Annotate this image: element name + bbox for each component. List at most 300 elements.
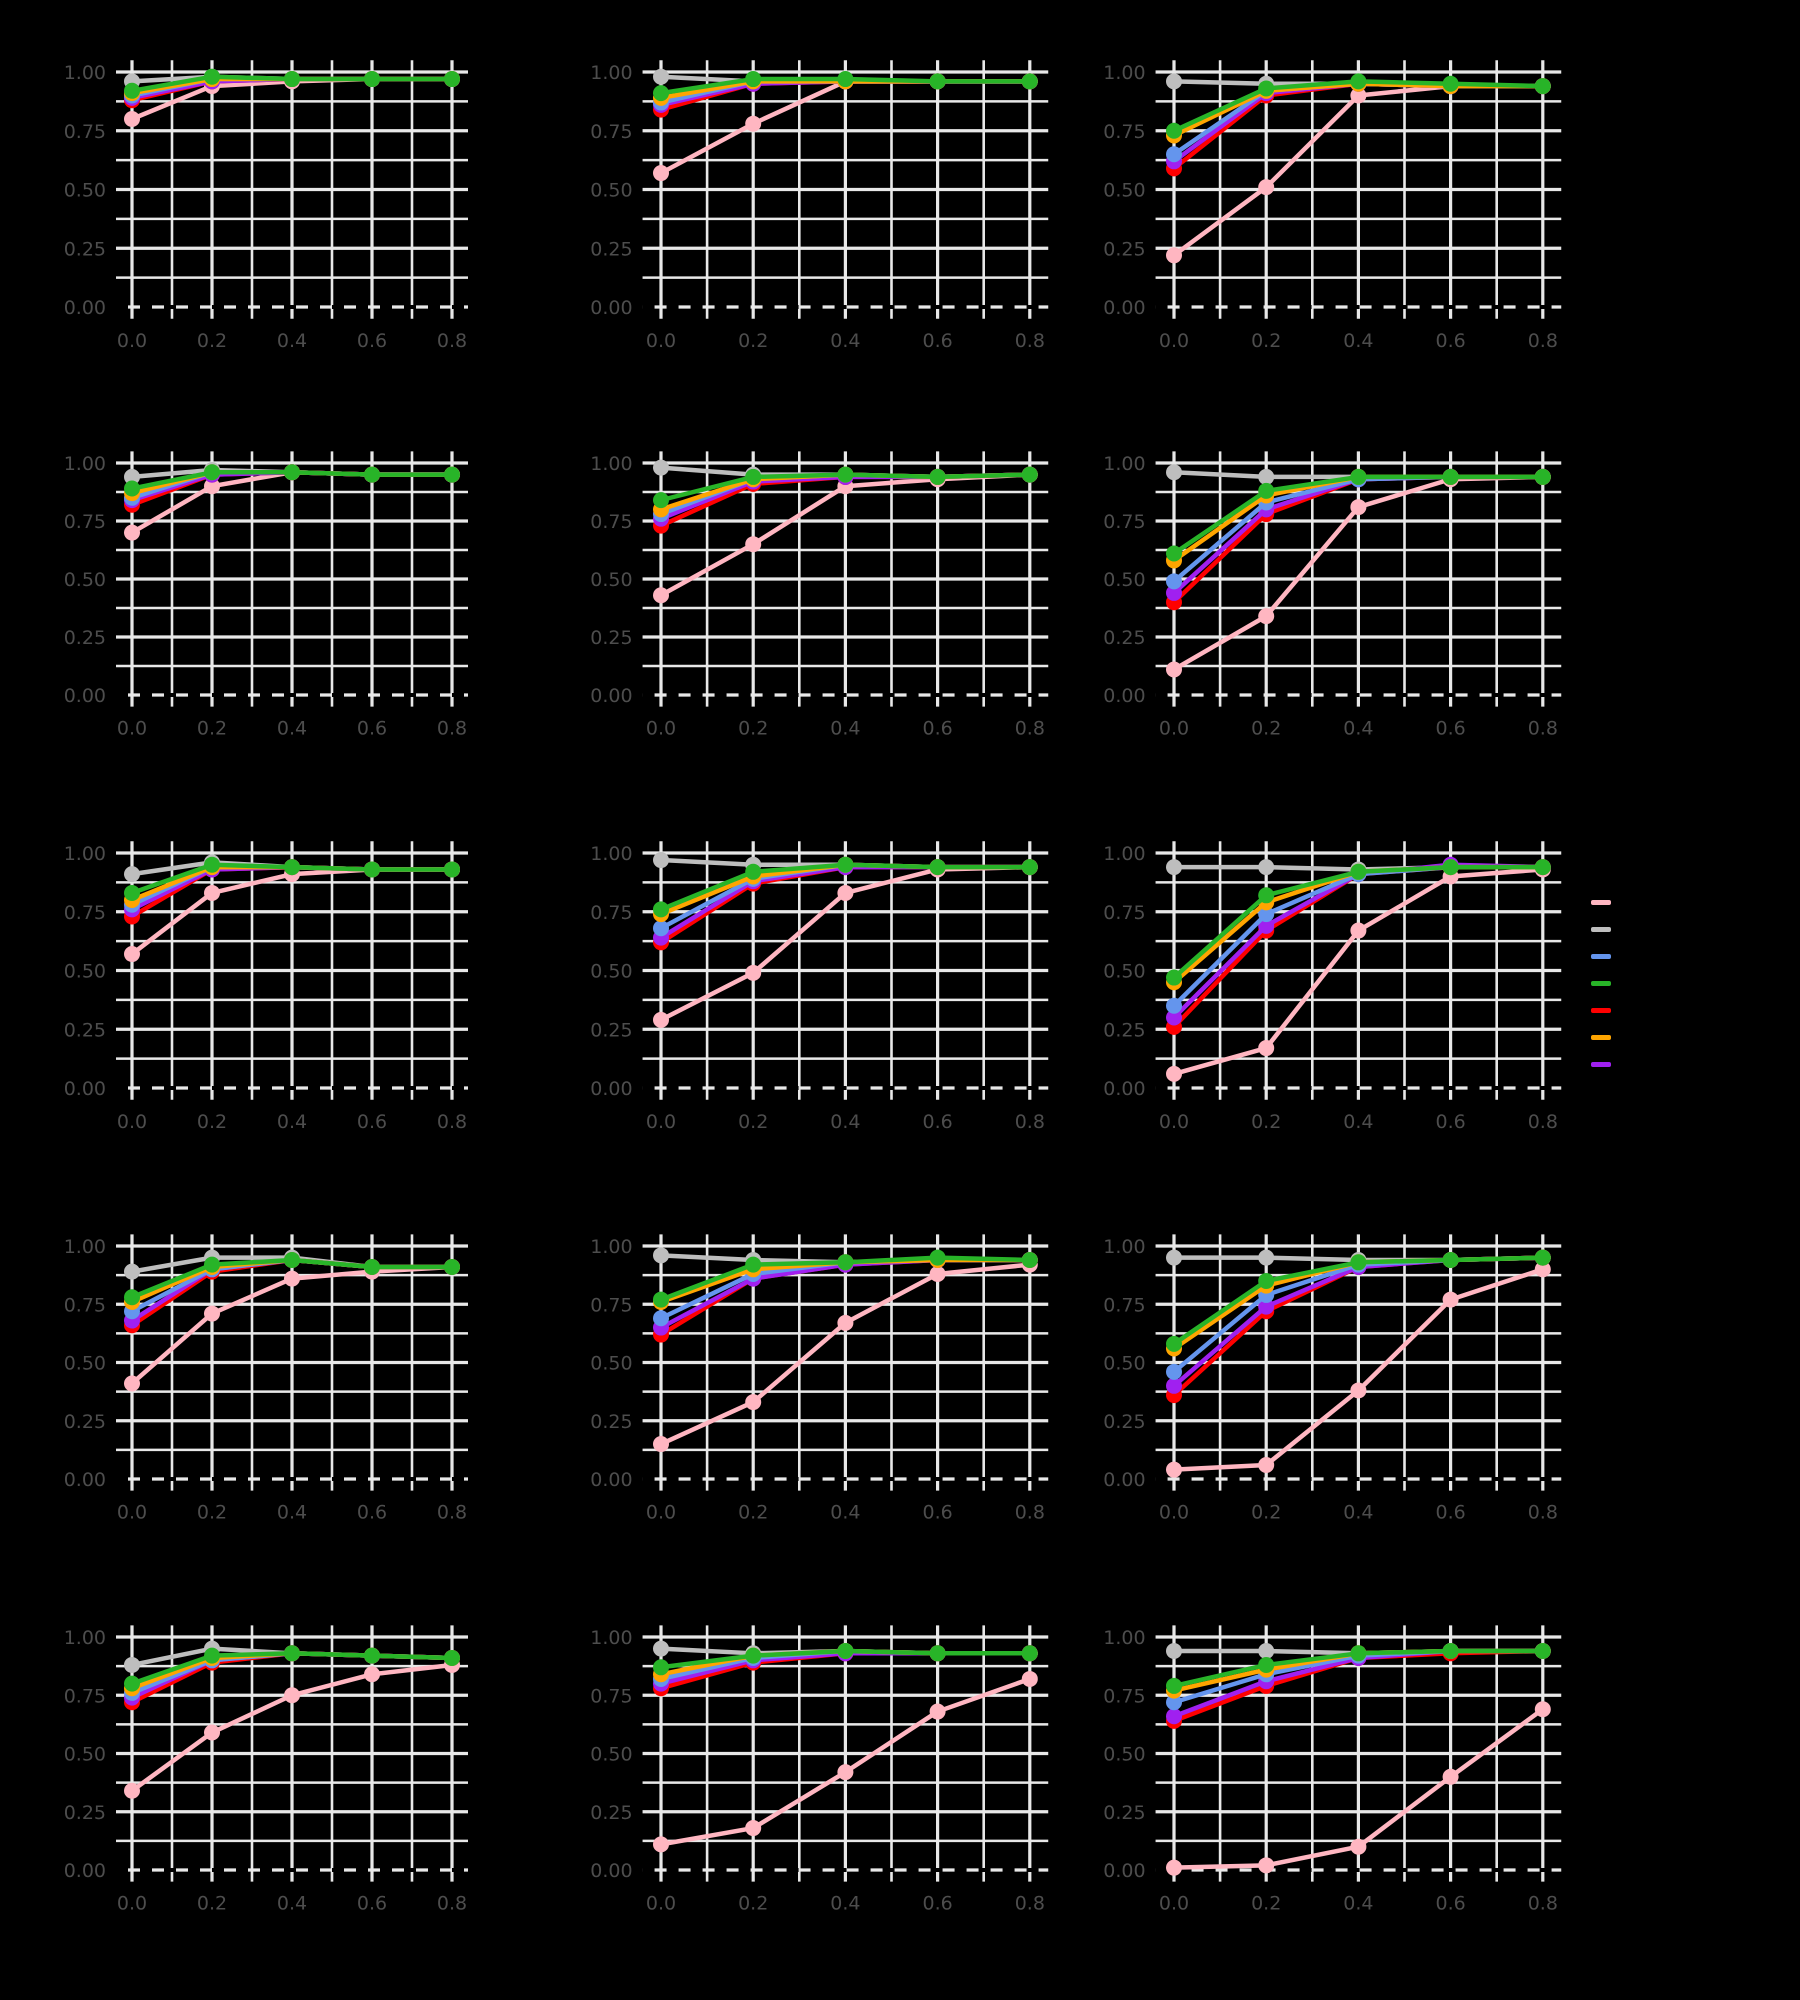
gray-point xyxy=(1258,1250,1274,1266)
pink-point xyxy=(1258,179,1274,195)
y-tick-label: 0.50 xyxy=(1103,569,1146,591)
pink-point xyxy=(930,1704,946,1720)
y-tick-label: 0.00 xyxy=(590,685,633,707)
y-tick-label: 0.75 xyxy=(590,120,633,143)
green-point xyxy=(284,859,300,875)
green-point xyxy=(1443,1643,1459,1659)
pink-point xyxy=(1443,1292,1459,1308)
green-point xyxy=(204,69,220,85)
pink-point xyxy=(1258,1457,1274,1473)
pink-point xyxy=(930,1266,946,1282)
x-tick-label: 0.0 xyxy=(1158,1110,1190,1133)
y-tick-label: 0.00 xyxy=(63,1078,106,1100)
y-tick-label: 1.00 xyxy=(63,843,106,865)
x-tick-label: 0.8 xyxy=(1014,1110,1045,1133)
x-tick-label: 0.4 xyxy=(830,1501,861,1524)
x-tick-label: 0.6 xyxy=(922,1501,953,1524)
x-tick-label: 0.2 xyxy=(738,1501,769,1524)
x-tick-label: 0.4 xyxy=(276,1110,308,1133)
y-tick-label: 0.00 xyxy=(63,1469,106,1491)
x-tick-label: 0.0 xyxy=(645,717,677,740)
x-tick-label: 0.6 xyxy=(356,1501,388,1524)
green-point xyxy=(930,73,946,89)
green-point xyxy=(930,1645,946,1661)
x-tick-label: 0.0 xyxy=(116,1501,148,1524)
green-point xyxy=(124,1289,140,1305)
x-tick-label: 0.4 xyxy=(830,329,861,352)
green-point xyxy=(1022,73,1038,89)
y-tick-label: 0.75 xyxy=(1103,1685,1146,1708)
y-tick-label: 0.00 xyxy=(1103,1078,1146,1100)
x-tick-label: 0.6 xyxy=(1435,1892,1466,1915)
blue-point xyxy=(653,1310,669,1326)
green-point xyxy=(1535,1250,1551,1266)
pink-point xyxy=(1166,1066,1182,1082)
y-tick-label: 0.25 xyxy=(63,1019,106,1042)
y-tick-label: 0.50 xyxy=(63,1743,106,1766)
y-tick-label: 0.75 xyxy=(63,1685,106,1708)
x-tick-label: 0.8 xyxy=(436,717,468,740)
x-tick-label: 0.8 xyxy=(1527,717,1558,740)
pink-point xyxy=(284,1271,300,1287)
y-tick-label: 1.00 xyxy=(1103,1236,1146,1258)
green-point xyxy=(1258,80,1274,96)
y-tick-label: 0.25 xyxy=(1103,627,1146,649)
green-point xyxy=(204,1648,220,1664)
green-point xyxy=(837,1643,853,1659)
green-point xyxy=(653,1659,669,1675)
y-tick-label: 0.75 xyxy=(63,901,106,924)
x-tick-label: 0.6 xyxy=(922,329,953,352)
y-tick-label: 0.25 xyxy=(63,627,106,649)
x-tick-label: 0.8 xyxy=(1527,1110,1558,1133)
y-tick-label: 0.25 xyxy=(590,627,633,649)
green-point xyxy=(1258,1657,1274,1673)
x-tick-label: 0.0 xyxy=(645,1892,677,1915)
y-tick-label: 0.00 xyxy=(1103,1860,1146,1882)
x-tick-label: 0.2 xyxy=(196,1110,228,1133)
x-tick-label: 0.4 xyxy=(276,1501,308,1524)
x-tick-label: 0.4 xyxy=(830,1110,861,1133)
green-point xyxy=(1022,467,1038,483)
gray-point xyxy=(653,460,669,476)
green-point xyxy=(930,859,946,875)
green-point xyxy=(284,1252,300,1268)
green-point xyxy=(745,1648,761,1664)
x-tick-label: 0.6 xyxy=(1435,717,1466,740)
pink-point xyxy=(124,946,140,962)
gray-point xyxy=(1166,859,1182,875)
green-point xyxy=(364,467,380,483)
y-tick-label: 0.75 xyxy=(63,120,106,143)
pink-point xyxy=(124,525,140,541)
pink-point xyxy=(837,885,853,901)
x-tick-label: 0.4 xyxy=(276,329,308,352)
y-tick-label: 0.50 xyxy=(590,1743,633,1766)
pink-point xyxy=(653,587,669,603)
pink-point xyxy=(1350,923,1366,939)
blue-point xyxy=(1166,1364,1182,1380)
x-tick-label: 0.8 xyxy=(436,1892,468,1915)
y-tick-label: 0.25 xyxy=(590,1019,633,1042)
green-point xyxy=(364,71,380,87)
green-point xyxy=(1350,1645,1366,1661)
green-point xyxy=(1350,1254,1366,1270)
x-tick-label: 0.2 xyxy=(196,1501,228,1524)
y-tick-label: 0.25 xyxy=(63,1410,106,1433)
green-point xyxy=(1443,76,1459,92)
pink-point xyxy=(1535,1701,1551,1717)
green-point xyxy=(837,1254,853,1270)
y-tick-label: 0.25 xyxy=(1103,1410,1146,1433)
y-tick-label: 1.00 xyxy=(1103,1627,1146,1649)
y-tick-label: 0.25 xyxy=(590,1410,633,1433)
y-tick-label: 0.25 xyxy=(63,1801,106,1824)
x-tick-label: 0.6 xyxy=(356,1110,388,1133)
purple-point xyxy=(1166,1378,1182,1394)
x-tick-label: 0.2 xyxy=(738,717,769,740)
y-tick-label: 1.00 xyxy=(1103,62,1146,84)
y-tick-label: 0.25 xyxy=(1103,238,1146,261)
x-tick-label: 0.4 xyxy=(276,1892,308,1915)
green-point xyxy=(1166,123,1182,139)
x-tick-label: 0.0 xyxy=(645,1501,677,1524)
green-point xyxy=(1258,887,1274,903)
gray-point xyxy=(124,1264,140,1280)
x-tick-label: 0.2 xyxy=(196,329,228,352)
y-tick-label: 0.50 xyxy=(63,1352,106,1375)
green-point xyxy=(1443,1252,1459,1268)
y-tick-label: 0.25 xyxy=(1103,1801,1146,1824)
pink-point xyxy=(745,965,761,981)
pink-point xyxy=(1258,1857,1274,1873)
gray-point xyxy=(1166,1643,1182,1659)
x-tick-label: 0.2 xyxy=(1251,329,1282,352)
legend-key-gray xyxy=(1591,927,1611,932)
y-tick-label: 0.00 xyxy=(590,1860,633,1882)
green-point xyxy=(364,861,380,877)
y-tick-label: 1.00 xyxy=(590,1236,633,1258)
x-tick-label: 0.8 xyxy=(436,329,468,352)
y-tick-label: 0.75 xyxy=(63,1294,106,1317)
y-tick-label: 0.75 xyxy=(590,901,633,924)
gray-point xyxy=(1166,464,1182,480)
y-tick-label: 0.75 xyxy=(1103,901,1146,924)
x-tick-label: 0.4 xyxy=(1343,1501,1374,1524)
pink-point xyxy=(1166,1462,1182,1478)
green-point xyxy=(124,885,140,901)
green-point xyxy=(1535,469,1551,485)
gray-point xyxy=(124,1657,140,1673)
x-tick-label: 0.0 xyxy=(116,717,148,740)
x-tick-label: 0.0 xyxy=(645,1110,677,1133)
pink-point xyxy=(837,1764,853,1780)
green-point xyxy=(444,467,460,483)
pink-point xyxy=(745,536,761,552)
y-tick-label: 0.50 xyxy=(1103,179,1146,202)
x-tick-label: 0.4 xyxy=(1343,1892,1374,1915)
y-tick-label: 0.50 xyxy=(590,179,633,202)
y-tick-label: 0.00 xyxy=(590,297,633,319)
x-tick-label: 0.6 xyxy=(356,329,388,352)
y-tick-label: 0.50 xyxy=(590,960,633,983)
x-tick-label: 0.0 xyxy=(116,1110,148,1133)
pink-point xyxy=(653,165,669,181)
x-tick-label: 0.0 xyxy=(116,329,148,352)
x-tick-label: 0.4 xyxy=(1343,717,1374,740)
y-tick-label: 0.50 xyxy=(1103,1743,1146,1766)
green-point xyxy=(124,1676,140,1692)
y-tick-label: 0.75 xyxy=(1103,120,1146,143)
green-point xyxy=(837,857,853,873)
green-point xyxy=(1350,469,1366,485)
x-tick-label: 0.0 xyxy=(1158,329,1190,352)
pink-point xyxy=(124,1375,140,1391)
pink-point xyxy=(653,1836,669,1852)
y-tick-label: 0.50 xyxy=(63,960,106,983)
green-point xyxy=(930,1250,946,1266)
x-tick-label: 0.0 xyxy=(1158,1892,1190,1915)
pink-point xyxy=(745,1820,761,1836)
green-point xyxy=(1350,73,1366,89)
y-tick-label: 0.75 xyxy=(1103,1294,1146,1317)
pink-point xyxy=(124,111,140,127)
y-tick-label: 0.50 xyxy=(590,569,633,591)
green-point xyxy=(930,469,946,485)
x-tick-label: 0.8 xyxy=(1527,1501,1558,1524)
pink-point xyxy=(1350,499,1366,515)
green-point xyxy=(1166,970,1182,986)
x-tick-label: 0.6 xyxy=(356,717,388,740)
x-tick-label: 0.8 xyxy=(436,1501,468,1524)
green-point xyxy=(653,1292,669,1308)
green-point xyxy=(1022,1645,1038,1661)
green-point xyxy=(1350,864,1366,880)
x-tick-label: 0.4 xyxy=(1343,329,1374,352)
y-tick-label: 1.00 xyxy=(63,1236,106,1258)
x-tick-label: 0.4 xyxy=(276,717,308,740)
green-point xyxy=(444,861,460,877)
gray-point xyxy=(653,69,669,85)
x-tick-label: 0.6 xyxy=(922,717,953,740)
green-point xyxy=(364,1259,380,1275)
y-tick-label: 0.50 xyxy=(590,1352,633,1375)
y-tick-label: 0.75 xyxy=(590,511,633,533)
green-point xyxy=(837,467,853,483)
green-point xyxy=(1535,859,1551,875)
x-tick-label: 0.8 xyxy=(1014,329,1045,352)
pink-point xyxy=(284,1687,300,1703)
green-point xyxy=(1258,1273,1274,1289)
y-tick-label: 0.25 xyxy=(63,238,106,261)
legend-key-purple xyxy=(1591,1062,1611,1067)
pink-point xyxy=(1166,1860,1182,1876)
y-tick-label: 0.00 xyxy=(63,685,106,707)
green-point xyxy=(1166,545,1182,561)
pink-point xyxy=(1166,247,1182,263)
pink-point xyxy=(745,1394,761,1410)
x-tick-label: 0.6 xyxy=(1435,1110,1466,1133)
y-tick-label: 1.00 xyxy=(590,62,633,84)
blue-point xyxy=(653,920,669,936)
y-tick-label: 1.00 xyxy=(590,1627,633,1649)
green-point xyxy=(1022,859,1038,875)
green-point xyxy=(653,492,669,508)
green-point xyxy=(1443,469,1459,485)
x-tick-label: 0.4 xyxy=(830,1892,861,1915)
pink-point xyxy=(1258,608,1274,624)
gray-point xyxy=(1166,73,1182,89)
green-point xyxy=(364,1648,380,1664)
gray-point xyxy=(1258,1643,1274,1659)
x-tick-label: 0.8 xyxy=(1014,1501,1045,1524)
y-tick-label: 0.00 xyxy=(1103,297,1146,319)
y-tick-label: 0.50 xyxy=(63,179,106,202)
y-tick-label: 0.00 xyxy=(590,1078,633,1100)
green-point xyxy=(284,71,300,87)
y-tick-label: 1.00 xyxy=(63,1627,106,1649)
y-tick-label: 0.00 xyxy=(63,297,106,319)
y-tick-label: 0.00 xyxy=(1103,1469,1146,1491)
purple-point xyxy=(1166,1708,1182,1724)
y-tick-label: 1.00 xyxy=(63,453,106,475)
x-tick-label: 0.8 xyxy=(1014,1892,1045,1915)
y-tick-label: 0.00 xyxy=(63,1860,106,1882)
green-point xyxy=(745,469,761,485)
green-point xyxy=(745,1257,761,1273)
x-tick-label: 0.6 xyxy=(922,1110,953,1133)
y-tick-label: 1.00 xyxy=(590,453,633,475)
x-tick-label: 0.2 xyxy=(196,1892,228,1915)
gray-point xyxy=(653,852,669,868)
y-tick-label: 0.50 xyxy=(1103,960,1146,983)
green-point xyxy=(653,85,669,101)
pink-point xyxy=(1022,1671,1038,1687)
y-tick-label: 0.75 xyxy=(1103,511,1146,533)
pink-point xyxy=(1166,661,1182,677)
green-point xyxy=(124,83,140,99)
green-point xyxy=(1022,1252,1038,1268)
y-tick-label: 0.25 xyxy=(1103,1019,1146,1042)
green-point xyxy=(1166,1336,1182,1352)
legend-key-green xyxy=(1591,981,1611,986)
pink-point xyxy=(745,116,761,132)
y-tick-label: 0.00 xyxy=(590,1469,633,1491)
green-point xyxy=(124,481,140,497)
x-tick-label: 0.4 xyxy=(830,717,861,740)
x-tick-label: 0.0 xyxy=(116,1892,148,1915)
x-tick-label: 0.8 xyxy=(1014,717,1045,740)
green-point xyxy=(204,464,220,480)
green-point xyxy=(284,1645,300,1661)
legend-key-orange xyxy=(1591,1035,1611,1040)
y-tick-label: 0.00 xyxy=(1103,685,1146,707)
pink-point xyxy=(1350,1839,1366,1855)
x-tick-label: 0.0 xyxy=(1158,1501,1190,1524)
blue-point xyxy=(1166,573,1182,589)
green-point xyxy=(204,1257,220,1273)
x-tick-label: 0.6 xyxy=(356,1892,388,1915)
pink-point xyxy=(653,1436,669,1452)
x-tick-label: 0.2 xyxy=(1251,1110,1282,1133)
y-tick-label: 1.00 xyxy=(63,62,106,84)
y-tick-label: 1.00 xyxy=(1103,453,1146,475)
x-tick-label: 0.4 xyxy=(1343,1110,1374,1133)
x-tick-label: 0.6 xyxy=(922,1892,953,1915)
green-point xyxy=(1535,78,1551,94)
pink-point xyxy=(1443,1769,1459,1785)
x-tick-label: 0.8 xyxy=(1527,329,1558,352)
green-point xyxy=(444,1650,460,1666)
green-point xyxy=(1166,1678,1182,1694)
y-tick-label: 1.00 xyxy=(1103,843,1146,865)
pink-point xyxy=(1350,1382,1366,1398)
blue-point xyxy=(1166,998,1182,1014)
gray-point xyxy=(653,1641,669,1657)
gray-point xyxy=(1258,469,1274,485)
x-tick-label: 0.2 xyxy=(1251,1501,1282,1524)
green-point xyxy=(1443,859,1459,875)
legend-key-blue xyxy=(1591,954,1611,959)
pink-point xyxy=(1258,1040,1274,1056)
x-tick-label: 0.2 xyxy=(738,1110,769,1133)
gray-point xyxy=(653,1247,669,1263)
x-tick-label: 0.2 xyxy=(738,1892,769,1915)
x-tick-label: 0.2 xyxy=(1251,717,1282,740)
x-tick-label: 0.2 xyxy=(738,329,769,352)
y-tick-label: 0.25 xyxy=(590,238,633,261)
green-point xyxy=(284,464,300,480)
gray-point xyxy=(1166,1250,1182,1266)
green-point xyxy=(745,864,761,880)
green-point xyxy=(204,857,220,873)
y-tick-label: 0.25 xyxy=(590,1801,633,1824)
pink-point xyxy=(124,1783,140,1799)
green-point xyxy=(1258,483,1274,499)
y-tick-label: 0.50 xyxy=(1103,1352,1146,1375)
x-tick-label: 0.6 xyxy=(1435,1501,1466,1524)
y-tick-label: 0.75 xyxy=(63,511,106,533)
green-point xyxy=(653,901,669,917)
y-tick-label: 1.00 xyxy=(590,843,633,865)
x-tick-label: 0.6 xyxy=(1435,329,1466,352)
green-point xyxy=(1535,1643,1551,1659)
green-point xyxy=(745,71,761,87)
pink-point xyxy=(204,885,220,901)
x-tick-label: 0.8 xyxy=(436,1110,468,1133)
x-tick-label: 0.2 xyxy=(1251,1892,1282,1915)
gray-point xyxy=(1258,859,1274,875)
blue-point xyxy=(1166,146,1182,162)
pink-point xyxy=(837,1315,853,1331)
green-point xyxy=(837,71,853,87)
y-tick-label: 0.75 xyxy=(590,1685,633,1708)
pink-point xyxy=(204,1306,220,1322)
x-tick-label: 0.2 xyxy=(196,717,228,740)
x-tick-label: 0.0 xyxy=(645,329,677,352)
legend-key-pink xyxy=(1591,900,1611,905)
x-tick-label: 0.8 xyxy=(1527,1892,1558,1915)
gray-point xyxy=(124,866,140,882)
pink-point xyxy=(364,1666,380,1682)
x-tick-label: 0.0 xyxy=(1158,717,1190,740)
legend-key-red xyxy=(1591,1008,1611,1013)
pink-point xyxy=(653,1012,669,1028)
pink-point xyxy=(204,1725,220,1741)
green-point xyxy=(444,71,460,87)
y-tick-label: 0.50 xyxy=(63,569,106,591)
green-point xyxy=(444,1259,460,1275)
